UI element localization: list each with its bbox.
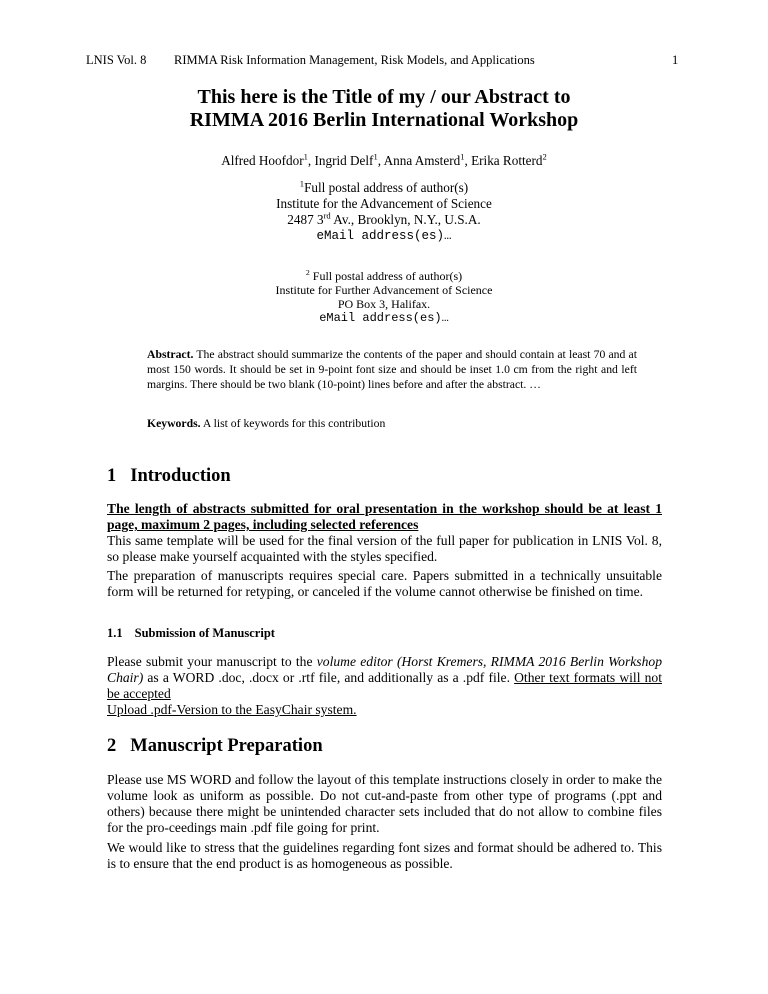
affiliation-1-institute: Institute for the Advancement of Science xyxy=(276,196,492,211)
affiliation-1-email: eMail address(es)… xyxy=(316,229,452,243)
section-2-paragraph-1: Please use MS WORD and follow the layout of this template instructions closely in order to make the volume look as uniform as possible. Do not cut-and-paste from other type of programs (.ppt and others) because there might be unintended character sets included that do not allow to combine files for the pro-ceedings main .pdf file going for print. xyxy=(107,772,662,835)
author-name: Ingrid Delf xyxy=(314,153,374,168)
section-2-heading: 2 Manuscript Preparation xyxy=(107,736,323,756)
keywords-text: A list of keywords for this contribution xyxy=(200,417,386,430)
running-header-title: RIMMA Risk Information Management, Risk Models, and Applications xyxy=(174,53,535,67)
author-affiliation-marker: 1 xyxy=(460,151,465,162)
section-1-paragraph-2: The preparation of manuscripts requires special care. Papers submitted in a technically unsuitable form will be returned for retyping, or canceled if the volume cannot otherwise be finished on time. xyxy=(107,568,662,599)
affiliation-marker: 1 xyxy=(299,178,305,189)
keywords-label: Keywords. xyxy=(147,417,201,430)
section-1-paragraph-1: This same template will be used for the final version of the full paper for publication in LNIS Vol. 8, so please make yourself acquainted with the styles specified. xyxy=(107,533,662,564)
author-list: Alfred Hoofdor$^1$, Ingrid Delf$^1$, Anna Amsterd$^1$, Erika Rotterd$^2$ xyxy=(221,151,547,168)
affiliation-2-email: eMail address(es)… xyxy=(319,311,449,325)
upload-instruction: Upload .pdf-Version to the EasyChair system. xyxy=(107,702,357,717)
author-affiliation-marker: 1 xyxy=(303,151,308,162)
author-affiliation-marker: 2 xyxy=(542,151,547,162)
subsection-1-1-paragraph: Please submit your manuscript to the volume editor (Horst Kremers, RIMMA 2016 Berlin Workshop Chair) as a WORD .doc, .docx or .rtf file, and additionally as a .pdf file. Other text formats will not be accepted xyxy=(107,654,662,701)
author-name: Erika Rotterd xyxy=(471,153,543,168)
author-name: Alfred Hoofdor xyxy=(221,153,304,168)
affiliation-1-address: $^1$Full postal address of author(s) xyxy=(299,178,469,195)
abstract-label: Abstract. xyxy=(147,348,194,361)
abstract xyxy=(147,347,637,392)
author-name: Anna Amsterd xyxy=(383,153,461,168)
section-1-heading: 1 Introduction xyxy=(107,466,231,486)
paper-title-line-2: RIMMA 2016 Berlin International Workshop xyxy=(189,109,579,131)
paper-title-line-1: This here is the Title of my / our Abstract to xyxy=(197,86,571,108)
author-affiliation-marker: 1 xyxy=(373,151,378,162)
affiliation-2-institute: Institute for Further Advancement of Science xyxy=(275,283,493,297)
section-1-emphasis: The length of abstracts submitted for oral presentation in the workshop should be at least 1 page, maximum 2 pages, including selected references xyxy=(107,501,662,532)
affiliation-1-street: 2487 3rd Av., Brooklyn, N.Y., U.S.A. xyxy=(287,210,481,227)
keywords xyxy=(147,416,637,431)
subsection-1-1-heading: 1.1 Submission of Manuscript xyxy=(107,626,275,640)
abstract-text: The abstract should summarize the contents of the paper and should contain at least 70 and at most 150 words. It should be set in 9-point font size and should be inset 1.0 cm from the right and left margins. There should be two blank (10-point) lines before and after the abstract. … xyxy=(147,348,637,391)
affiliation-2-address: $^2$ Full postal address of author(s) xyxy=(305,268,463,283)
affiliation-marker: 2 xyxy=(305,268,310,277)
running-header-left: LNIS Vol. 8 xyxy=(86,53,147,67)
volume-editor: volume editor (Horst Kremers, RIMMA 2016 Berlin Workshop Chair) xyxy=(107,654,662,685)
section-2-paragraph-2: We would like to stress that the guidelines regarding font sizes and format should be adhered to. This is to ensure that the end product is as homogeneous as possible. xyxy=(107,840,662,871)
affiliation-2-postbox: PO Box 3, Halifax. xyxy=(337,297,431,311)
page-number: 1 xyxy=(672,53,679,67)
